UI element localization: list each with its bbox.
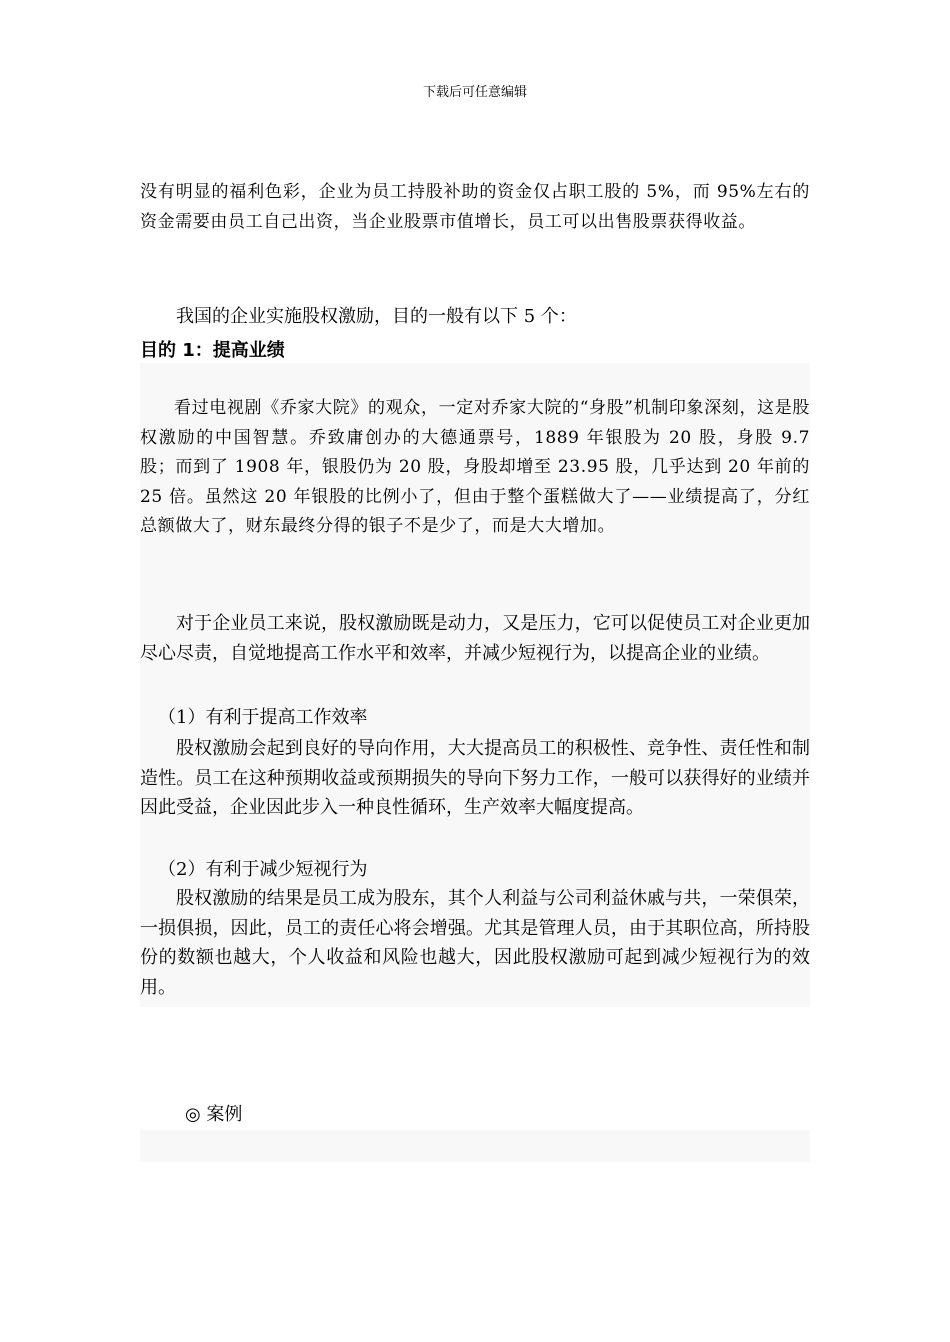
case-label: ◎ 案例 [185, 1104, 243, 1125]
page-header: 下载后可任意编辑 [422, 85, 527, 100]
point-1-text: 股权激励会起到良好的导向作用，大大提高员工的积极性、竞争性、责任性和制造性。员工在这种预期收益或预期损失的导向下努力工作，一般可以获得好的业绩并因此受益，企业因此步入一种良性循环，生产效率大幅度提高。 [140, 738, 810, 818]
intro-paragraph: 没有明显的福利色彩，企业为员工持股补助的资金仅占职工股的 5%，而 95%左右的资金需要由员工自己出资，当企业股票市值增长，员工可以出售股票获得收益。 [140, 182, 810, 232]
section-heading: 目的 1：提高业绩 [140, 340, 285, 361]
purposes-intro: 我国的企业实施股权激励，目的一般有以下 5 个： [176, 306, 577, 327]
story-paragraph: 看过电视剧《乔家大院》的观众，一定对乔家大院的“身股”机制印象深刻，这是股权激励的中国智慧。乔致庸创办的大德通票号，1889 年银股为 20 股，身股 9.7 股；而到了 1908 年，银股仍为 20 股，身股却增至 23.95 股，几乎达到 20 年前的 25 倍。虽然这 20 年银股的比例小了，但由于整个蛋糕做大了——业绩提高了，分红总额做大了，财东最终分得的银子不是少了，而是大大增加。 [140, 398, 810, 536]
point-1-title: （1）有利于提高工作效率 [158, 707, 368, 728]
shaded-box-3 [140, 1130, 810, 1162]
point-2-text: 股权激励的结果是员工成为股东，其个人利益与公司利益休戚与共，一荣俱荣，一损俱损，因此，员工的责任心将会增强。尤其是管理人员，由于其职位高，所持股份的数额也越大，个人收益和风险也越大，因此股权激励可起到减少短视行为的效用。 [140, 888, 810, 998]
point-2-title: （2）有利于减少短视行为 [158, 859, 368, 880]
employee-paragraph: 对于企业员工来说，股权激励既是动力，又是压力，它可以促使员工对企业更加尽心尽责，自觉地提高工作水平和效率，并减少短视行为，以提高企业的业绩。 [140, 613, 810, 664]
